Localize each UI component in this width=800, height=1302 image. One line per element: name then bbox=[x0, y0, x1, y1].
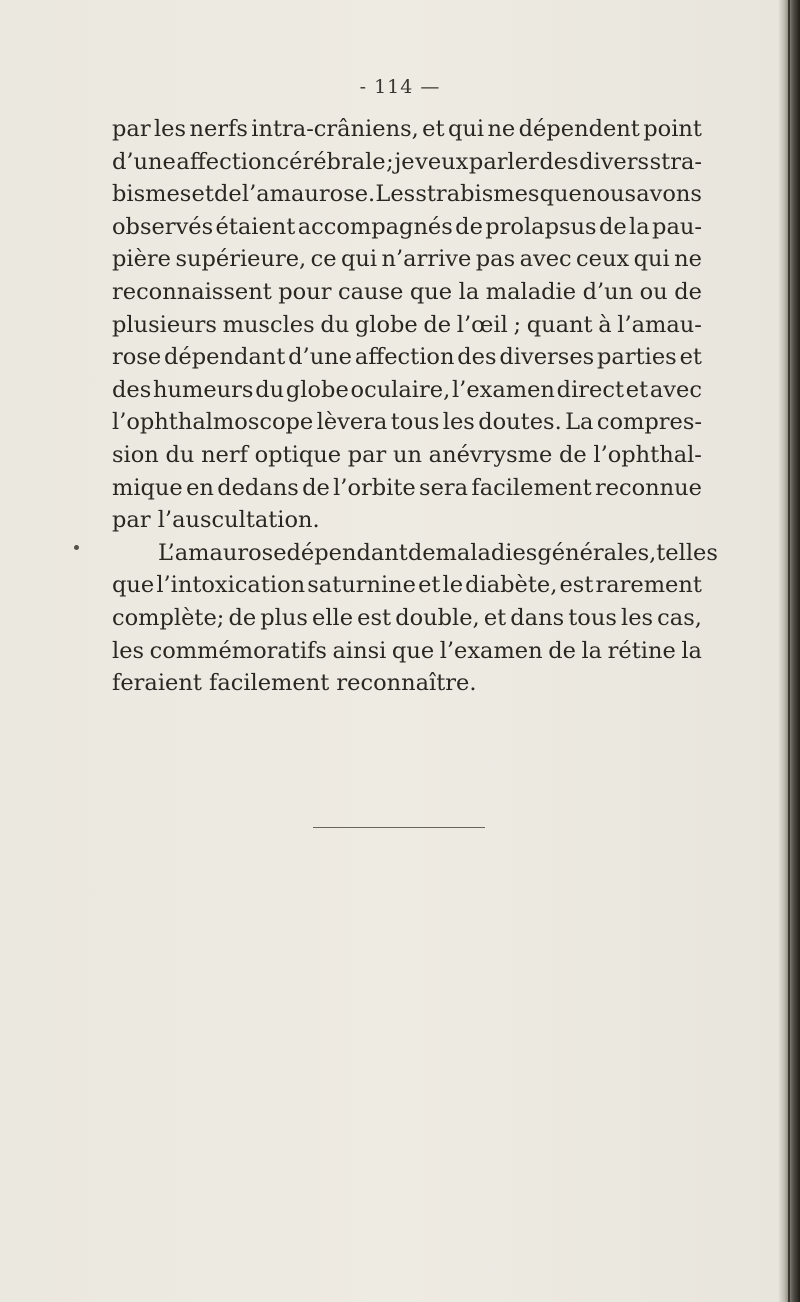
word: je bbox=[394, 148, 415, 175]
word: mique bbox=[112, 474, 183, 501]
word: ou bbox=[639, 278, 668, 305]
word: ainsi bbox=[332, 637, 387, 664]
word: la bbox=[629, 213, 650, 240]
text-line bbox=[112, 211, 702, 244]
word: avons bbox=[636, 181, 702, 208]
word: facilement bbox=[471, 474, 592, 501]
text-line bbox=[112, 276, 702, 309]
word: de bbox=[558, 441, 587, 468]
word: diabète, bbox=[465, 572, 558, 599]
text-line bbox=[112, 113, 702, 146]
word: l’intoxication bbox=[156, 572, 306, 599]
word: à bbox=[598, 311, 612, 338]
word: de bbox=[598, 213, 627, 240]
word: observés bbox=[112, 213, 214, 240]
word: saturnine bbox=[307, 572, 416, 599]
word: de bbox=[302, 474, 330, 501]
word: diverses bbox=[499, 344, 595, 371]
word: lèvera bbox=[316, 409, 388, 436]
word: complète; bbox=[112, 604, 225, 631]
word: la bbox=[681, 637, 702, 664]
word: reconnaissent bbox=[112, 278, 272, 305]
word: des bbox=[539, 148, 579, 175]
word: sera bbox=[419, 474, 469, 501]
word: veux bbox=[415, 148, 469, 175]
word: le bbox=[442, 572, 464, 599]
word: prolapsus bbox=[485, 213, 597, 240]
word: optique bbox=[254, 441, 342, 468]
word: nerfs bbox=[189, 116, 248, 142]
word: dépendent bbox=[518, 116, 640, 142]
word: elle bbox=[312, 604, 354, 631]
word: que bbox=[112, 572, 155, 599]
word: pour bbox=[278, 278, 332, 305]
word: rétine bbox=[607, 637, 676, 664]
text-line bbox=[112, 178, 702, 211]
word: globe bbox=[285, 376, 349, 403]
word: l’examen bbox=[451, 376, 555, 403]
word: des bbox=[457, 344, 497, 371]
word: oculaire, bbox=[350, 376, 451, 403]
word: par bbox=[347, 441, 387, 468]
word: d’une bbox=[112, 148, 176, 175]
text-line: feraient facilement reconnaître. bbox=[112, 670, 477, 697]
word: rarement bbox=[595, 572, 702, 599]
word: dans bbox=[510, 604, 565, 631]
word: divers bbox=[579, 148, 650, 175]
word: bismes bbox=[112, 181, 192, 208]
word: ne bbox=[487, 116, 516, 142]
word: et bbox=[483, 604, 507, 631]
word: avec bbox=[519, 246, 572, 273]
word: nous bbox=[581, 181, 637, 208]
word: affection bbox=[354, 344, 455, 371]
word: dépendant bbox=[286, 539, 408, 566]
word: de bbox=[423, 311, 452, 338]
word: qui bbox=[633, 246, 670, 273]
word: la bbox=[458, 278, 480, 305]
word: ; bbox=[386, 148, 394, 175]
text-line bbox=[112, 472, 702, 505]
text-line bbox=[112, 537, 718, 570]
word: pas bbox=[475, 246, 516, 273]
text-line bbox=[112, 309, 702, 342]
word: avec bbox=[649, 376, 702, 403]
word: générales, bbox=[537, 539, 657, 566]
word: intra-crâniens, bbox=[251, 116, 419, 142]
text-line bbox=[112, 406, 702, 439]
word: dedans bbox=[217, 474, 299, 501]
word: de bbox=[674, 278, 702, 305]
text-line bbox=[112, 243, 702, 276]
word: cas, bbox=[657, 604, 702, 631]
page-number: - 114 — bbox=[359, 76, 441, 98]
word: dépendant bbox=[164, 344, 286, 371]
word: supérieure, bbox=[175, 246, 307, 273]
text-line: par l’auscultation. bbox=[112, 507, 320, 534]
word: de bbox=[228, 604, 257, 631]
word: les bbox=[442, 409, 475, 436]
word: direct bbox=[556, 376, 624, 403]
word: l’examen bbox=[439, 637, 543, 664]
word: reconnue bbox=[594, 474, 702, 501]
word: humeurs bbox=[153, 376, 254, 403]
word: ne bbox=[674, 246, 702, 273]
word: parler bbox=[468, 148, 539, 175]
word: anévrysme bbox=[428, 441, 553, 468]
text-line bbox=[112, 341, 702, 374]
page-edge-line bbox=[788, 0, 790, 1302]
text-line bbox=[112, 439, 702, 472]
word: muscles bbox=[222, 311, 315, 338]
word: l’orbite bbox=[333, 474, 416, 501]
word: des bbox=[112, 376, 152, 403]
word: nerf bbox=[201, 441, 248, 468]
word: que bbox=[539, 181, 582, 208]
word: globe bbox=[354, 311, 418, 338]
word: stra- bbox=[649, 148, 702, 175]
text-line bbox=[112, 374, 702, 407]
word: cause bbox=[338, 278, 404, 305]
word: d’une bbox=[288, 344, 352, 371]
word: est bbox=[559, 572, 594, 599]
word: pau- bbox=[652, 213, 702, 240]
word: qui bbox=[447, 116, 485, 142]
word: du bbox=[320, 311, 350, 338]
word: point bbox=[643, 116, 702, 142]
word: de bbox=[407, 539, 436, 566]
word: ce bbox=[310, 246, 337, 273]
word: l’ophthal- bbox=[593, 441, 702, 468]
word: l’ophthalmoscope bbox=[112, 409, 314, 436]
word: par bbox=[112, 116, 151, 142]
section-end-rule bbox=[313, 827, 485, 828]
word: rose bbox=[112, 344, 162, 371]
word: tous bbox=[568, 604, 617, 631]
word: que bbox=[391, 637, 435, 664]
text-line bbox=[112, 602, 702, 635]
word: et bbox=[679, 344, 702, 371]
word: parties bbox=[597, 344, 677, 371]
word: maladies bbox=[435, 539, 538, 566]
word: en bbox=[186, 474, 214, 501]
word: est bbox=[357, 604, 392, 631]
word: la bbox=[581, 637, 603, 664]
word: du bbox=[165, 441, 195, 468]
text-line bbox=[112, 635, 702, 668]
word: sion bbox=[112, 441, 159, 468]
word: et bbox=[418, 572, 441, 599]
word: l’œil bbox=[456, 311, 508, 338]
word: du bbox=[255, 376, 285, 403]
word: commémoratifs bbox=[149, 637, 327, 664]
word: et bbox=[422, 116, 445, 142]
word: plus bbox=[260, 604, 308, 631]
word: n’arrive bbox=[381, 246, 472, 273]
word: les bbox=[621, 604, 654, 631]
text-line bbox=[112, 146, 702, 179]
word: de bbox=[214, 181, 242, 208]
word: tous bbox=[390, 409, 440, 436]
word: doutes. bbox=[478, 409, 562, 436]
word: l’amau- bbox=[617, 311, 702, 338]
word: Les bbox=[375, 181, 416, 208]
word: les bbox=[112, 637, 145, 664]
body-text bbox=[112, 113, 718, 700]
word: L’amaurose bbox=[158, 539, 287, 566]
word: plusieurs bbox=[112, 311, 217, 338]
word: de bbox=[455, 213, 483, 240]
word: quant bbox=[526, 311, 593, 338]
word: de bbox=[548, 637, 576, 664]
word: étaient bbox=[215, 213, 296, 240]
word: qui bbox=[340, 246, 378, 273]
word: ; bbox=[513, 311, 522, 338]
word: et bbox=[191, 181, 214, 208]
word: les bbox=[153, 116, 187, 142]
word: que bbox=[409, 278, 453, 305]
word: strabismes bbox=[415, 181, 540, 208]
word: cérébrale bbox=[276, 148, 386, 175]
word: La bbox=[565, 409, 594, 436]
word: un bbox=[393, 441, 422, 468]
word: telles bbox=[656, 539, 718, 566]
word: ceux bbox=[576, 246, 630, 273]
word: maladie bbox=[485, 278, 577, 305]
margin-mark bbox=[74, 545, 79, 550]
word: affection bbox=[176, 148, 276, 175]
word: compres- bbox=[596, 409, 702, 436]
text-line bbox=[112, 569, 702, 602]
word: d’un bbox=[582, 278, 634, 305]
word: double, bbox=[395, 604, 480, 631]
word: pière bbox=[112, 246, 171, 273]
word: accompagnés bbox=[297, 213, 453, 240]
word: l’amaurose. bbox=[241, 181, 376, 208]
word: et bbox=[625, 376, 649, 403]
